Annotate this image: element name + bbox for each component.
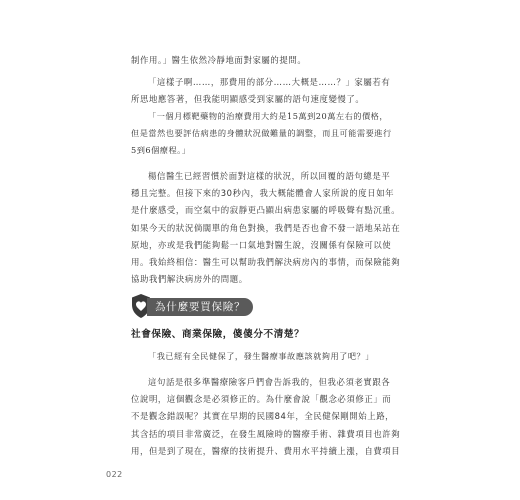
dialogue-paragraph [131,74,395,108]
quote-line: 但是當然也要評估病患的身體狀況做難量的調整，而且可能需要進行 [131,128,392,139]
paragraph-line: 制作用。」醫生依然冷靜地面對家屬的提問。 [131,55,307,65]
paragraph-line: 用，但是到了現在，醫療的技術提升、費用水平持續上漲，自費項目 [131,445,401,456]
paragraph-3 [131,374,401,460]
quote-line: 5到6個療程。」 [131,145,191,156]
paragraph-line: 「這樣子啊……，那費用的部分……大概是……？」家屬若有 [148,77,391,87]
customer-quote [131,348,395,365]
paragraph-line: 用。我始終相信：醫生可以幫助我們解決病房內的事情，而保險能夠 [131,256,401,267]
paragraph-line: 位說明，這個觀念是必須修正的。為什麼會說「觀念必須修正」而 [131,394,392,405]
paragraph-line: 這句話是很多準醫療險客戶們會告訴我的，但我必須老實跟各 [148,377,391,387]
paragraph-line: 協助我們解決病房外的問題。 [131,274,248,285]
page-number: 022 [106,470,123,479]
paragraph-line: 楊信醫生已經習慣於面對這樣的狀況，所以回覆的語句總是平 [148,171,391,181]
paragraph-1 [131,52,395,69]
paragraph-line: 是什麼感受，而空氣中的寂靜更凸顯出病患家屬的呼吸聲有點沉重。 [131,205,401,216]
paragraph-line: 不是觀念錯誤呢？其實在早期的民國84年，全民健保剛開始上路， [131,411,395,422]
quote-line: 「我已經有全民健保了，發生醫療事故應該就夠用了吧？」 [148,351,374,361]
doctor-quote [131,108,395,160]
paragraph-line: 所思地應答著，但我能明顯感受到家屬的語句速度變慢了。 [131,94,365,105]
quote-line: 「一個月標靶藥物的治療費用大約是15萬到20萬左右的價格， [148,111,389,121]
section-header [131,294,281,320]
paragraph-2 [131,168,401,288]
paragraph-line: 穩且完整。但接下來的30秒內，我大概能體會人家所說的度日如年 [131,188,395,199]
paragraph-line: 其含括的項目非常廣泛，在發生風險時的醫療手術、雜費項目也許夠 [131,428,401,439]
section-title: 為什麼要買保險？ [147,298,253,316]
subheading: 社會保險、商業保險，傻傻分不清楚？ [131,329,305,340]
paragraph-line: 原地，亦或是我們能夠鬆一口氣地對醫生說，沒關係有保險可以使 [131,239,392,250]
paragraph-line: 如果今天的狀況倘闊單的角色對換，我們是否也會不發一語地呆站在 [131,222,401,233]
